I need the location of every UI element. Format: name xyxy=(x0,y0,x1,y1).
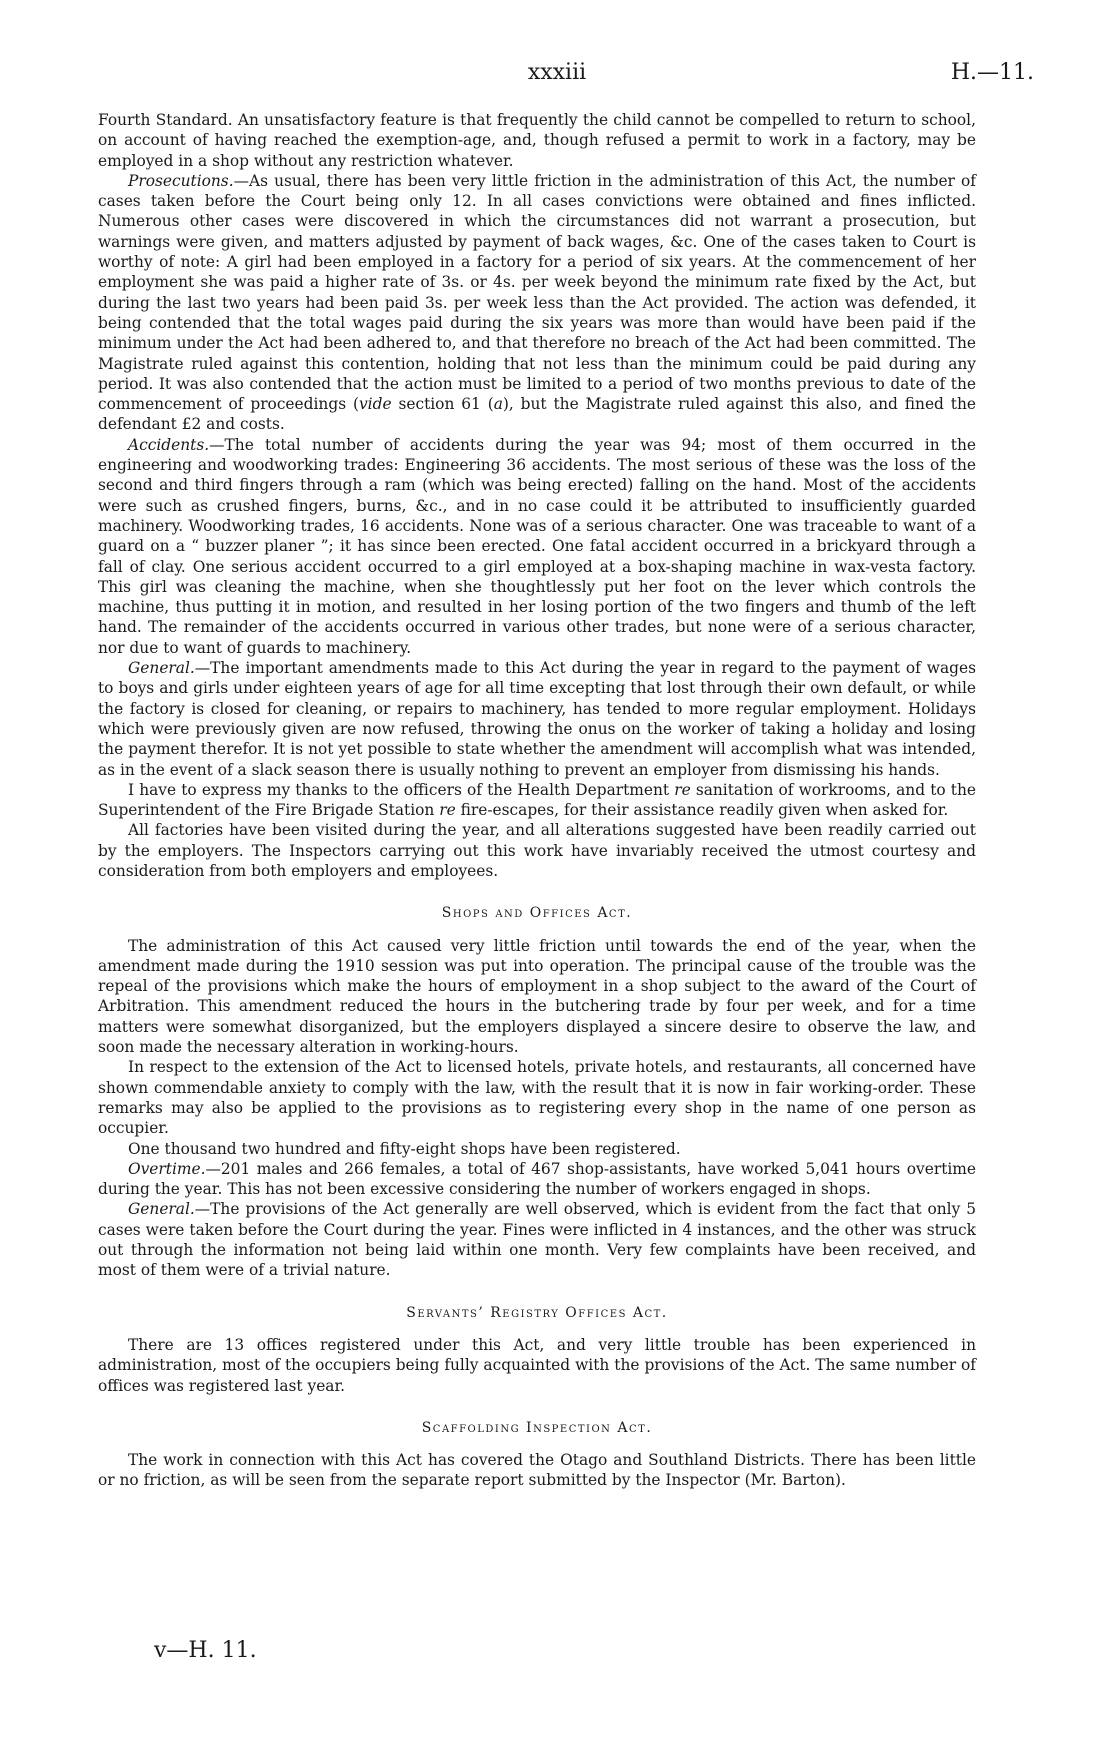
accidents-label: Accidents. xyxy=(128,435,210,454)
page-header xyxy=(0,60,1114,90)
paragraph-prosecutions: Prosecutions.—As usual, there has been very little friction in the administration of this Act, the number of cases taken before the Court being only 12. In all cases convictions were obtained and fines inflicted. Numerous other cases were discovered in which the circumstances did not warrant a prosecution, but warnings were given, and matters adjusted by payment of back wages, &c. One of the cases taken to Court is worthy of note: A girl had been employed in a factory for a period of six years. At the commencement of her employment she was paid a higher rate of 3s. or 4s. per week beyond the minimum rate fixed by the Act, but during the last two years had been paid 3s. per week less than the Act provided. The action was defended, it being contended that the total wages paid during the six years was more than would have been paid if the minimum under the Act had been adhered to, and that therefore no breach of the Act had been committed. The Magistrate ruled against this contention, holding that not less than the minimum could be paid during any period. It was also contended that the action must be limited to a period of two months previous to date of the commencement of proceedings (vide section 61 (a), but the Magistrate ruled against this also, and fined the defendant £2 and costs. xyxy=(98,171,976,434)
paragraph-scaffolding: The work in connection with this Act has covered the Otago and Southland Districts. There has been little or no friction, as will be seen from the separate report submitted by the Inspector (Mr. Barton). xyxy=(98,1451,976,1490)
paragraph-servants-registry: There are 13 offices registered under this Act, and very little trouble has been experienced in administration, most of the occupiers being fully acquainted with the provisions of the Act. The same number of offices was registered last year. xyxy=(98,1335,976,1395)
general-label: General. xyxy=(128,659,195,678)
paragraph-shops-extension: In respect to the extension of the Act to licensed hotels, private hotels, and restaurants, all concerned have shown commendable anxiety to comply with the law, with the result that it is now in fair working-order. These remarks may also be applied to the provisions as to registering every shop in the name of one person as occupier. xyxy=(98,1058,976,1138)
paragraph-thanks: I have to express my thanks to the officers of the Health Department re sanitation of workrooms, and to the Superintendent of the Fire Brigade Station re fire-escapes, for their assistance readily given when asked for. xyxy=(98,780,976,820)
heading-scaffolding-act: Scaffolding Inspection Act. xyxy=(421,1419,653,1436)
page-number: xxxiii xyxy=(527,60,587,85)
paragraph-fourth-standard: Fourth Standard. An unsatisfactory feature is that frequently the child cannot be compelled to return to school, on account of having reached the exemption-age, and, though refused a permit to work in a factory, may be employed in a shop without any restriction whatever. xyxy=(98,111,976,170)
paragraph-general-factories: General.—The important amendments made to this Act during the year in regard to the payment of wages to boys and girls under eighteen years of age for all time excepting that lost through their own default, or while the factory is closed for cleaning, or repairs to machinery, has tended to more regular employment. Holidays which were previously given are now refused, throwing the onus on the worker of taking a holiday and losing the payment therefor. It is not yet possible to state whether the amendment will accomplish what was intended, as in the event of a slack season there is usually nothing to prevent an employer from dismissing his hands. xyxy=(98,659,976,779)
prosecutions-label: Prosecutions. xyxy=(128,171,234,190)
paragraph-general-shops: General.—The provisions of the Act generally are well observed, which is evident from the fact that only 5 cases were taken before the Court during the year. Fines were inflicted in 4 instances, and the other was struck out through the information not being laid within one month. Very few complaints have been received, and most of them were of a trivial nature. xyxy=(98,1200,976,1280)
report-body xyxy=(98,110,976,1491)
paragraph-overtime: Overtime.—201 males and 266 females, a total of 467 shop-assistants, have worked 5,041 hours overtime during the year. This has not been excessive considering the number of workers engaged in shops. xyxy=(98,1159,976,1199)
paragraph-shops-registered: One thousand two hundred and fifty-eight shops have been registered. xyxy=(128,1139,681,1158)
heading-servants-registry-act: Servants’ Registry Offices Act. xyxy=(406,1304,668,1321)
paragraph-shops-administration: The administration of this Act caused very little friction until towards the end of the year, when the amendment made during the 1910 session was put into operation. The principal cause of the trouble was the repeal of the provisions which make the hours of employment in a shop subject to the award of the Court of Arbitration. This amendment reduced the hours in the butchering trade by four per week, and for a time matters were somewhat disorganized, but the employers displayed a sincere desire to observe the law, and soon made the necessary alteration in working-hours. xyxy=(98,936,976,1057)
overtime-label: Overtime. xyxy=(128,1159,206,1178)
paragraph-factories-visited: All factories have been visited during the year, and all alterations suggested have been readily carried out by the employers. The Inspectors carrying out this work have invariably received the utmost courtesy and consideration from both employers and employees. xyxy=(98,821,976,880)
general-label: General. xyxy=(128,1200,195,1219)
paragraph-accidents: Accidents.—The total number of accidents during the year was 94; most of them occurred in the engineering and woodworking trades: Engineering 36 accidents. The most serious of these was the loss of the second and third fingers through a ram (which was being erected) falling on the hand. Most of the accidents were such as crushed fingers, burns, &c., and in no case could it be attributed to insufficiently guarded machinery. Woodworking trades, 16 accidents. None was of a serious character. One was traceable to want of a guard on a “ buzzer planer ”; it has since been erected. One fatal accident occurred in a brickyard through a fall of clay. One serious accident occurred to a girl employed at a box-shaping machine in wax-vesta factory. This girl was cleaning the machine, when she thoughtlessly put her foot on the lever which controls the machine, thus putting it in motion, and resulted in her losing portion of the two fingers and thumb of the left hand. The remainder of the accidents occurred in various other trades, but none were of a serious character, nor due to want of guards to machinery. xyxy=(98,435,976,657)
document-reference: H.—11. xyxy=(950,60,1034,85)
heading-shops-offices-act: Shops and Offices Act. xyxy=(441,905,633,922)
signature-mark: v—H. 11. xyxy=(154,1638,257,1663)
